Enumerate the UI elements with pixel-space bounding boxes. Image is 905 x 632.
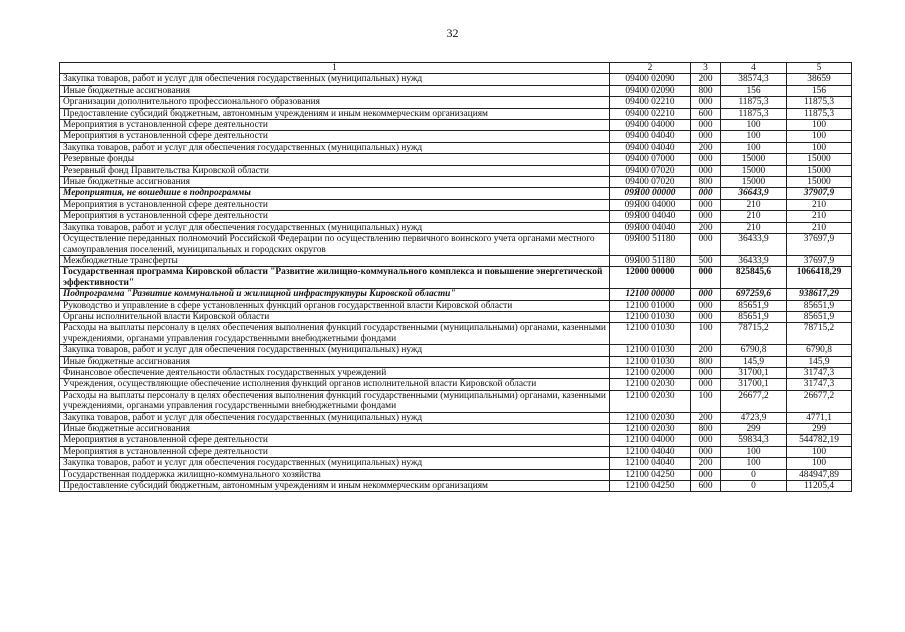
row-value-5-cell: 544782,19 [787, 435, 852, 446]
row-type-cell: 200 [691, 142, 721, 153]
row-code-cell: 09400 07020 [610, 177, 691, 188]
table-row [60, 255, 852, 266]
row-type-cell: 000 [691, 97, 721, 108]
table-row [60, 74, 852, 85]
row-code-cell: 09Я00 04040 [610, 211, 691, 222]
row-name-cell: Мероприятия в установленной сфере деятельности [60, 435, 610, 446]
row-type-cell: 200 [691, 458, 721, 469]
row-value-4-cell: 825845,6 [721, 267, 787, 289]
row-value-5-cell: 26677,2 [787, 390, 852, 412]
row-name-cell: Мероприятия в установленной сфере деятельности [60, 211, 610, 222]
row-code-cell: 12100 02000 [610, 367, 691, 378]
row-name-cell: Органы исполнительной власти Кировской области [60, 311, 610, 322]
row-code-cell: 09400 04040 [610, 131, 691, 142]
row-type-cell: 800 [691, 356, 721, 367]
row-type-cell: 800 [691, 424, 721, 435]
row-value-5-cell: 11875,3 [787, 97, 852, 108]
table-row [60, 97, 852, 108]
row-value-4-cell: 299 [721, 424, 787, 435]
row-value-5-cell: 210 [787, 211, 852, 222]
row-code-cell: 12100 00000 [610, 289, 691, 300]
table-row [60, 142, 852, 153]
table-row [60, 469, 852, 480]
table-row [60, 412, 852, 423]
row-name-cell: Резервный фонд Правительства Кировской области [60, 165, 610, 176]
row-value-4-cell: 26677,2 [721, 390, 787, 412]
table-row [60, 446, 852, 457]
row-value-4-cell: 36643,9 [721, 188, 787, 199]
row-value-5-cell: 299 [787, 424, 852, 435]
row-name-cell: Государственная программа Кировской области "Развитие жилищно-коммунального комплекса и повышение энергетической эффективности" [60, 267, 610, 289]
row-name-cell: Организации дополнительного профессионального образования [60, 97, 610, 108]
table-row [60, 390, 852, 412]
row-value-4-cell: 11875,3 [721, 97, 787, 108]
row-code-cell: 12100 04250 [610, 481, 691, 492]
column-header-3: 3 [691, 63, 721, 74]
row-value-4-cell: 145,9 [721, 356, 787, 367]
row-name-cell: Межбюджетные трансферты [60, 255, 610, 266]
row-value-4-cell: 36433,9 [721, 234, 787, 256]
table-row [60, 345, 852, 356]
row-code-cell: 09Я00 04040 [610, 222, 691, 233]
row-type-cell: 000 [691, 367, 721, 378]
row-type-cell: 000 [691, 379, 721, 390]
row-type-cell: 000 [691, 446, 721, 457]
row-value-5-cell: 210 [787, 222, 852, 233]
row-name-cell: Иные бюджетные ассигнования [60, 85, 610, 96]
table-row [60, 188, 852, 199]
row-value-4-cell: 0 [721, 481, 787, 492]
row-type-cell: 000 [691, 165, 721, 176]
row-name-cell: Закупка товаров, работ и услуг для обеспечения государственных (муниципальных) нужд [60, 222, 610, 233]
table-row [60, 131, 852, 142]
row-value-5-cell: 37697,9 [787, 255, 852, 266]
row-code-cell: 12100 02030 [610, 390, 691, 412]
row-code-cell: 09Я00 04000 [610, 199, 691, 210]
row-value-4-cell: 210 [721, 211, 787, 222]
row-value-5-cell: 31747,3 [787, 379, 852, 390]
row-code-cell: 09400 02210 [610, 108, 691, 119]
row-value-5-cell: 100 [787, 142, 852, 153]
row-name-cell: Иные бюджетные ассигнования [60, 356, 610, 367]
row-code-cell: 12100 04040 [610, 458, 691, 469]
row-type-cell: 000 [691, 188, 721, 199]
row-value-5-cell: 78715,2 [787, 323, 852, 345]
row-value-5-cell: 11205,4 [787, 481, 852, 492]
row-value-4-cell: 38574,3 [721, 74, 787, 85]
row-code-cell: 09400 02210 [610, 97, 691, 108]
row-name-cell: Мероприятия в установленной сфере деятельности [60, 131, 610, 142]
row-code-cell: 12100 01000 [610, 300, 691, 311]
row-value-4-cell: 100 [721, 120, 787, 131]
row-value-5-cell: 484947,89 [787, 469, 852, 480]
row-name-cell: Закупка товаров, работ и услуг для обеспечения государственных (муниципальных) нужд [60, 74, 610, 85]
row-value-4-cell: 11875,3 [721, 108, 787, 119]
row-value-4-cell: 697259,6 [721, 289, 787, 300]
table-row [60, 367, 852, 378]
row-name-cell: Закупка товаров, работ и услуг для обеспечения государственных (муниципальных) нужд [60, 412, 610, 423]
row-code-cell: 12100 02030 [610, 412, 691, 423]
row-value-5-cell: 156 [787, 85, 852, 96]
row-value-4-cell: 100 [721, 446, 787, 457]
column-header-5: 5 [787, 63, 852, 74]
table-row [60, 379, 852, 390]
row-type-cell: 200 [691, 345, 721, 356]
table-row [60, 311, 852, 322]
row-type-cell: 000 [691, 435, 721, 446]
row-name-cell: Руководство и управление в сфере установленных функций органов государственной власти Кировской области [60, 300, 610, 311]
row-value-5-cell: 38659 [787, 74, 852, 85]
row-type-cell: 000 [691, 120, 721, 131]
table-row [60, 234, 852, 256]
row-value-5-cell: 6790,8 [787, 345, 852, 356]
row-value-5-cell: 1066418,29 [787, 267, 852, 289]
table-header-row [60, 63, 852, 74]
row-name-cell: Резервные фонды [60, 154, 610, 165]
column-header-2: 2 [610, 63, 691, 74]
row-name-cell: Предоставление субсидий бюджетным, автономным учреждениям и иным некоммерческим организациям [60, 481, 610, 492]
row-value-5-cell: 145,9 [787, 356, 852, 367]
row-type-cell: 000 [691, 311, 721, 322]
table-row [60, 267, 852, 289]
row-code-cell: 12100 01030 [610, 356, 691, 367]
row-value-4-cell: 15000 [721, 165, 787, 176]
row-value-5-cell: 100 [787, 458, 852, 469]
row-name-cell: Иные бюджетные ассигнования [60, 177, 610, 188]
row-type-cell: 100 [691, 390, 721, 412]
row-value-5-cell: 100 [787, 120, 852, 131]
row-value-4-cell: 31700,1 [721, 367, 787, 378]
table-row [60, 481, 852, 492]
row-name-cell: Закупка товаров, работ и услуг для обеспечения государственных (муниципальных) нужд [60, 142, 610, 153]
row-value-4-cell: 210 [721, 199, 787, 210]
row-type-cell: 000 [691, 469, 721, 480]
row-name-cell: Закупка товаров, работ и услуг для обеспечения государственных (муниципальных) нужд [60, 345, 610, 356]
row-code-cell: 12100 02030 [610, 424, 691, 435]
row-name-cell: Мероприятия в установленной сфере деятельности [60, 199, 610, 210]
table-row [60, 323, 852, 345]
row-name-cell: Предоставление субсидий бюджетным, автономным учреждениям и иным некоммерческим организациям [60, 108, 610, 119]
row-value-5-cell: 938617,29 [787, 289, 852, 300]
row-type-cell: 000 [691, 211, 721, 222]
row-type-cell: 000 [691, 289, 721, 300]
row-value-5-cell: 15000 [787, 154, 852, 165]
row-type-cell: 500 [691, 255, 721, 266]
row-value-4-cell: 59834,3 [721, 435, 787, 446]
row-code-cell: 09400 04000 [610, 120, 691, 131]
row-value-5-cell: 37907,9 [787, 188, 852, 199]
row-name-cell: Учреждения, осуществляющие обеспечение исполнения функций органов исполнительной власти Кировской области [60, 379, 610, 390]
row-value-5-cell: 37697,9 [787, 234, 852, 256]
row-code-cell: 09400 02090 [610, 85, 691, 96]
row-value-4-cell: 100 [721, 458, 787, 469]
table-row [60, 300, 852, 311]
row-code-cell: 12100 04000 [610, 435, 691, 446]
row-type-cell: 600 [691, 481, 721, 492]
row-name-cell: Мероприятия в установленной сфере деятельности [60, 446, 610, 457]
row-name-cell: Подпрограмма "Развитие коммунальной и жилищной инфраструктуры Кировской области" [60, 289, 610, 300]
row-name-cell: Расходы на выплаты персоналу в целях обеспечения выполнения функций государственными (муниципальными) органами, казенными учреждениями, органами управления государственными внебюджетными фондами [60, 390, 610, 412]
table-row [60, 222, 852, 233]
row-value-5-cell: 15000 [787, 177, 852, 188]
row-type-cell: 000 [691, 300, 721, 311]
table-row [60, 356, 852, 367]
row-value-5-cell: 11875,3 [787, 108, 852, 119]
row-value-5-cell: 31747,3 [787, 367, 852, 378]
row-name-cell: Мероприятия в установленной сфере деятельности [60, 120, 610, 131]
row-value-4-cell: 156 [721, 85, 787, 96]
row-code-cell: 12100 01030 [610, 345, 691, 356]
row-type-cell: 600 [691, 108, 721, 119]
row-type-cell: 000 [691, 154, 721, 165]
row-code-cell: 12100 04250 [610, 469, 691, 480]
row-value-4-cell: 4723,9 [721, 412, 787, 423]
page-number: 32 [446, 26, 459, 40]
row-name-cell: Государственная поддержка жилищно-коммунального хозяйства [60, 469, 610, 480]
row-value-5-cell: 85651,9 [787, 300, 852, 311]
row-value-4-cell: 210 [721, 222, 787, 233]
row-value-4-cell: 36433,9 [721, 255, 787, 266]
row-code-cell: 09400 02090 [610, 74, 691, 85]
row-code-cell: 12100 02030 [610, 379, 691, 390]
column-header-1: 1 [60, 63, 610, 74]
row-code-cell: 09400 07000 [610, 154, 691, 165]
row-name-cell: Закупка товаров, работ и услуг для обеспечения государственных (муниципальных) нужд [60, 458, 610, 469]
row-name-cell: Иные бюджетные ассигнования [60, 424, 610, 435]
row-value-4-cell: 31700,1 [721, 379, 787, 390]
row-code-cell: 09Я00 51180 [610, 234, 691, 256]
row-code-cell: 09400 04040 [610, 142, 691, 153]
table-row [60, 108, 852, 119]
row-value-4-cell: 85651,9 [721, 300, 787, 311]
row-value-4-cell: 100 [721, 131, 787, 142]
row-value-5-cell: 100 [787, 446, 852, 457]
table-row [60, 85, 852, 96]
row-type-cell: 800 [691, 177, 721, 188]
row-value-4-cell: 0 [721, 469, 787, 480]
row-name-cell: Мероприятия, не вошедшие в подпрограммы [60, 188, 610, 199]
row-value-5-cell: 4771,1 [787, 412, 852, 423]
table-row [60, 211, 852, 222]
table-row [60, 154, 852, 165]
row-value-4-cell: 6790,8 [721, 345, 787, 356]
row-value-5-cell: 210 [787, 199, 852, 210]
row-type-cell: 000 [691, 234, 721, 256]
row-type-cell: 100 [691, 323, 721, 345]
column-header-4: 4 [721, 63, 787, 74]
row-type-cell: 800 [691, 85, 721, 96]
table-row [60, 458, 852, 469]
row-name-cell: Осуществление переданных полномочий Российской Федерации по осуществлению первичного воинского учета органами местного самоуправления поселений, муниципальных и городских округов [60, 234, 610, 256]
row-value-4-cell: 100 [721, 142, 787, 153]
budget-table [59, 62, 852, 492]
table-row [60, 120, 852, 131]
table-row [60, 424, 852, 435]
row-value-4-cell: 15000 [721, 177, 787, 188]
table-row [60, 177, 852, 188]
row-value-5-cell: 85651,9 [787, 311, 852, 322]
row-type-cell: 200 [691, 74, 721, 85]
row-type-cell: 000 [691, 199, 721, 210]
row-code-cell: 09400 07020 [610, 165, 691, 176]
row-name-cell: Финансовое обеспечение деятельности областных государственных учреждений [60, 367, 610, 378]
row-type-cell: 200 [691, 222, 721, 233]
row-code-cell: 12100 04040 [610, 446, 691, 457]
row-name-cell: Расходы на выплаты персоналу в целях обеспечения выполнения функций государственными (муниципальными) органами, казенными учреждениями, органами управления государственными внебюджетными фондами [60, 323, 610, 345]
row-code-cell: 09Я00 51180 [610, 255, 691, 266]
table-row [60, 165, 852, 176]
row-code-cell: 09Я00 00000 [610, 188, 691, 199]
row-type-cell: 200 [691, 412, 721, 423]
row-type-cell: 000 [691, 131, 721, 142]
row-code-cell: 12100 01030 [610, 323, 691, 345]
row-value-5-cell: 100 [787, 131, 852, 142]
table-row [60, 289, 852, 300]
row-value-4-cell: 85651,9 [721, 311, 787, 322]
row-value-5-cell: 15000 [787, 165, 852, 176]
table-row [60, 435, 852, 446]
row-type-cell: 000 [691, 267, 721, 289]
row-value-4-cell: 78715,2 [721, 323, 787, 345]
table-row [60, 199, 852, 210]
table-body [60, 74, 852, 492]
row-code-cell: 12000 00000 [610, 267, 691, 289]
row-value-4-cell: 15000 [721, 154, 787, 165]
row-code-cell: 12100 01030 [610, 311, 691, 322]
